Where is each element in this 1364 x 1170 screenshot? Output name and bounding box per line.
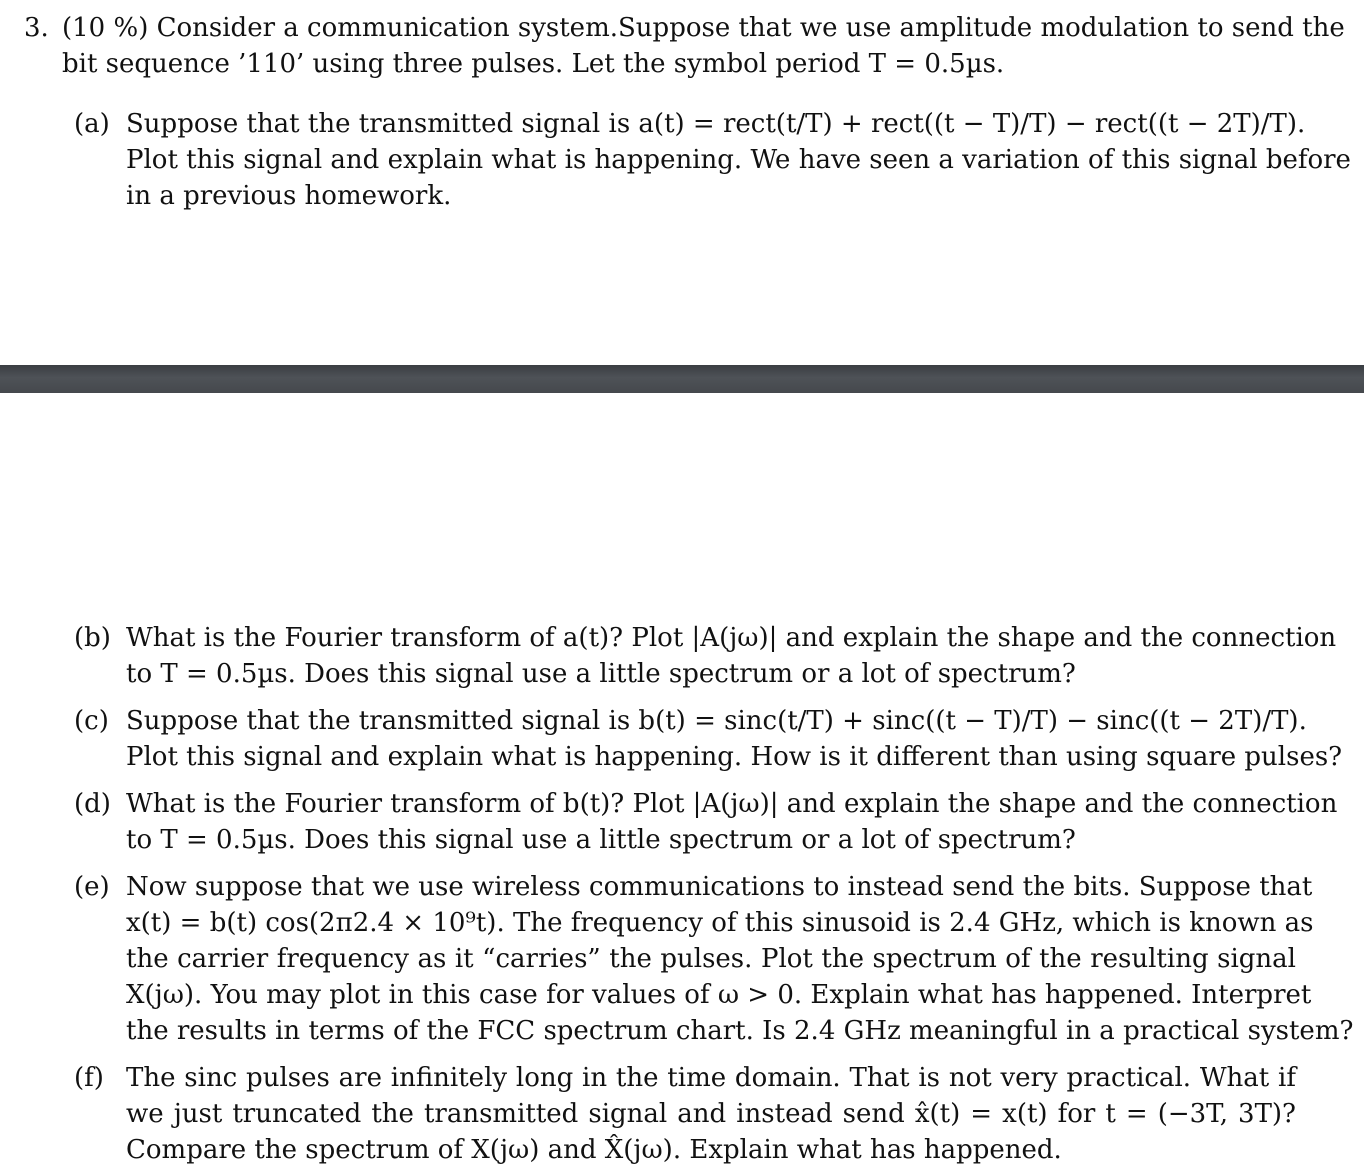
part-e-line-5: the results in terms of the FCC spectrum chart. Is 2.4 GHz meaningful in a practical system? [126,1016,1354,1046]
part-c-line-2: Plot this signal and explain what is happening. How is it different than using square pulses? [126,742,1343,772]
part-d-label: (d) [74,789,111,819]
part-f-label: (f) [74,1063,104,1093]
part-b-line-2: to T = 0.5µs. Does this signal use a little spectrum or a lot of spectrum? [126,659,1076,689]
problem-3 [24,10,1345,82]
part-e-line-1: Now suppose that we use wireless communications to instead send the bits. Suppose that [126,872,1313,902]
part-d-line-1: What is the Fourier transform of b(t)? Plot |A(jω)| and explain the shape and the connection [126,789,1338,819]
part-a-line-2: Plot this signal and explain what is happening. We have seen a variation of this signal before [126,145,1351,175]
part-c-label: (c) [74,706,109,736]
problem-line-2: bit sequence ’110’ using three pulses. Let the symbol period T = 0.5µs. [62,49,1005,79]
part-a-text [126,106,1351,214]
part-b [74,620,1337,692]
part-c-line-1: Suppose that the transmitted signal is b(t) = sinc(t/T) + sinc((t − T)/T) − sinc((t − 2T)/T). [126,706,1307,736]
part-e-line-4: X(jω). You may plot in this case for values of ω > 0. Explain what has happened. Interpret [126,980,1312,1010]
part-f-line-3: Compare the spectrum of X(jω) and X̂(jω). Explain what has happened. [126,1135,1062,1165]
problem-statement [62,10,1345,82]
problem-number: 3. [24,13,49,43]
part-e-text [126,869,1354,1049]
problem-line-1: (10 %) Consider a communication system.Suppose that we use amplitude modulation to send the [62,13,1345,43]
part-d [74,786,1338,858]
part-e-label: (e) [74,872,110,902]
part-f-text [126,1060,1296,1168]
part-e-line-3: the carrier frequency as it “carries” the pulses. Plot the spectrum of the resulting signal [126,944,1296,974]
part-a [74,106,1351,214]
part-a-label: (a) [74,109,110,139]
part-b-text [126,620,1337,692]
part-e [74,869,1354,1049]
part-b-label: (b) [74,623,111,653]
part-f-line-1: The sinc pulses are infinitely long in the time domain. That is not very practical. What if [126,1063,1296,1093]
part-d-line-2: to T = 0.5µs. Does this signal use a little spectrum or a lot of spectrum? [126,825,1076,855]
page-divider-bar [0,365,1364,393]
part-f-line-2: we just truncated the transmitted signal and instead send x̂(t) = x(t) for t = (−3T, 3T)? [126,1099,1296,1129]
part-a-line-3: in a previous homework. [126,181,452,211]
part-c [74,703,1343,775]
part-c-text [126,703,1343,775]
part-d-text [126,786,1338,858]
part-e-line-2: x(t) = b(t) cos(2π2.4 × 10⁹t). The frequency of this sinusoid is 2.4 GHz, which is known as [126,908,1314,938]
part-a-line-1: Suppose that the transmitted signal is a(t) = rect(t/T) + rect((t − T)/T) − rect((t − 2T)/T). [126,109,1306,139]
part-b-line-1: What is the Fourier transform of a(t)? Plot |A(jω)| and explain the shape and the connection [126,623,1337,653]
part-f [74,1060,1296,1168]
